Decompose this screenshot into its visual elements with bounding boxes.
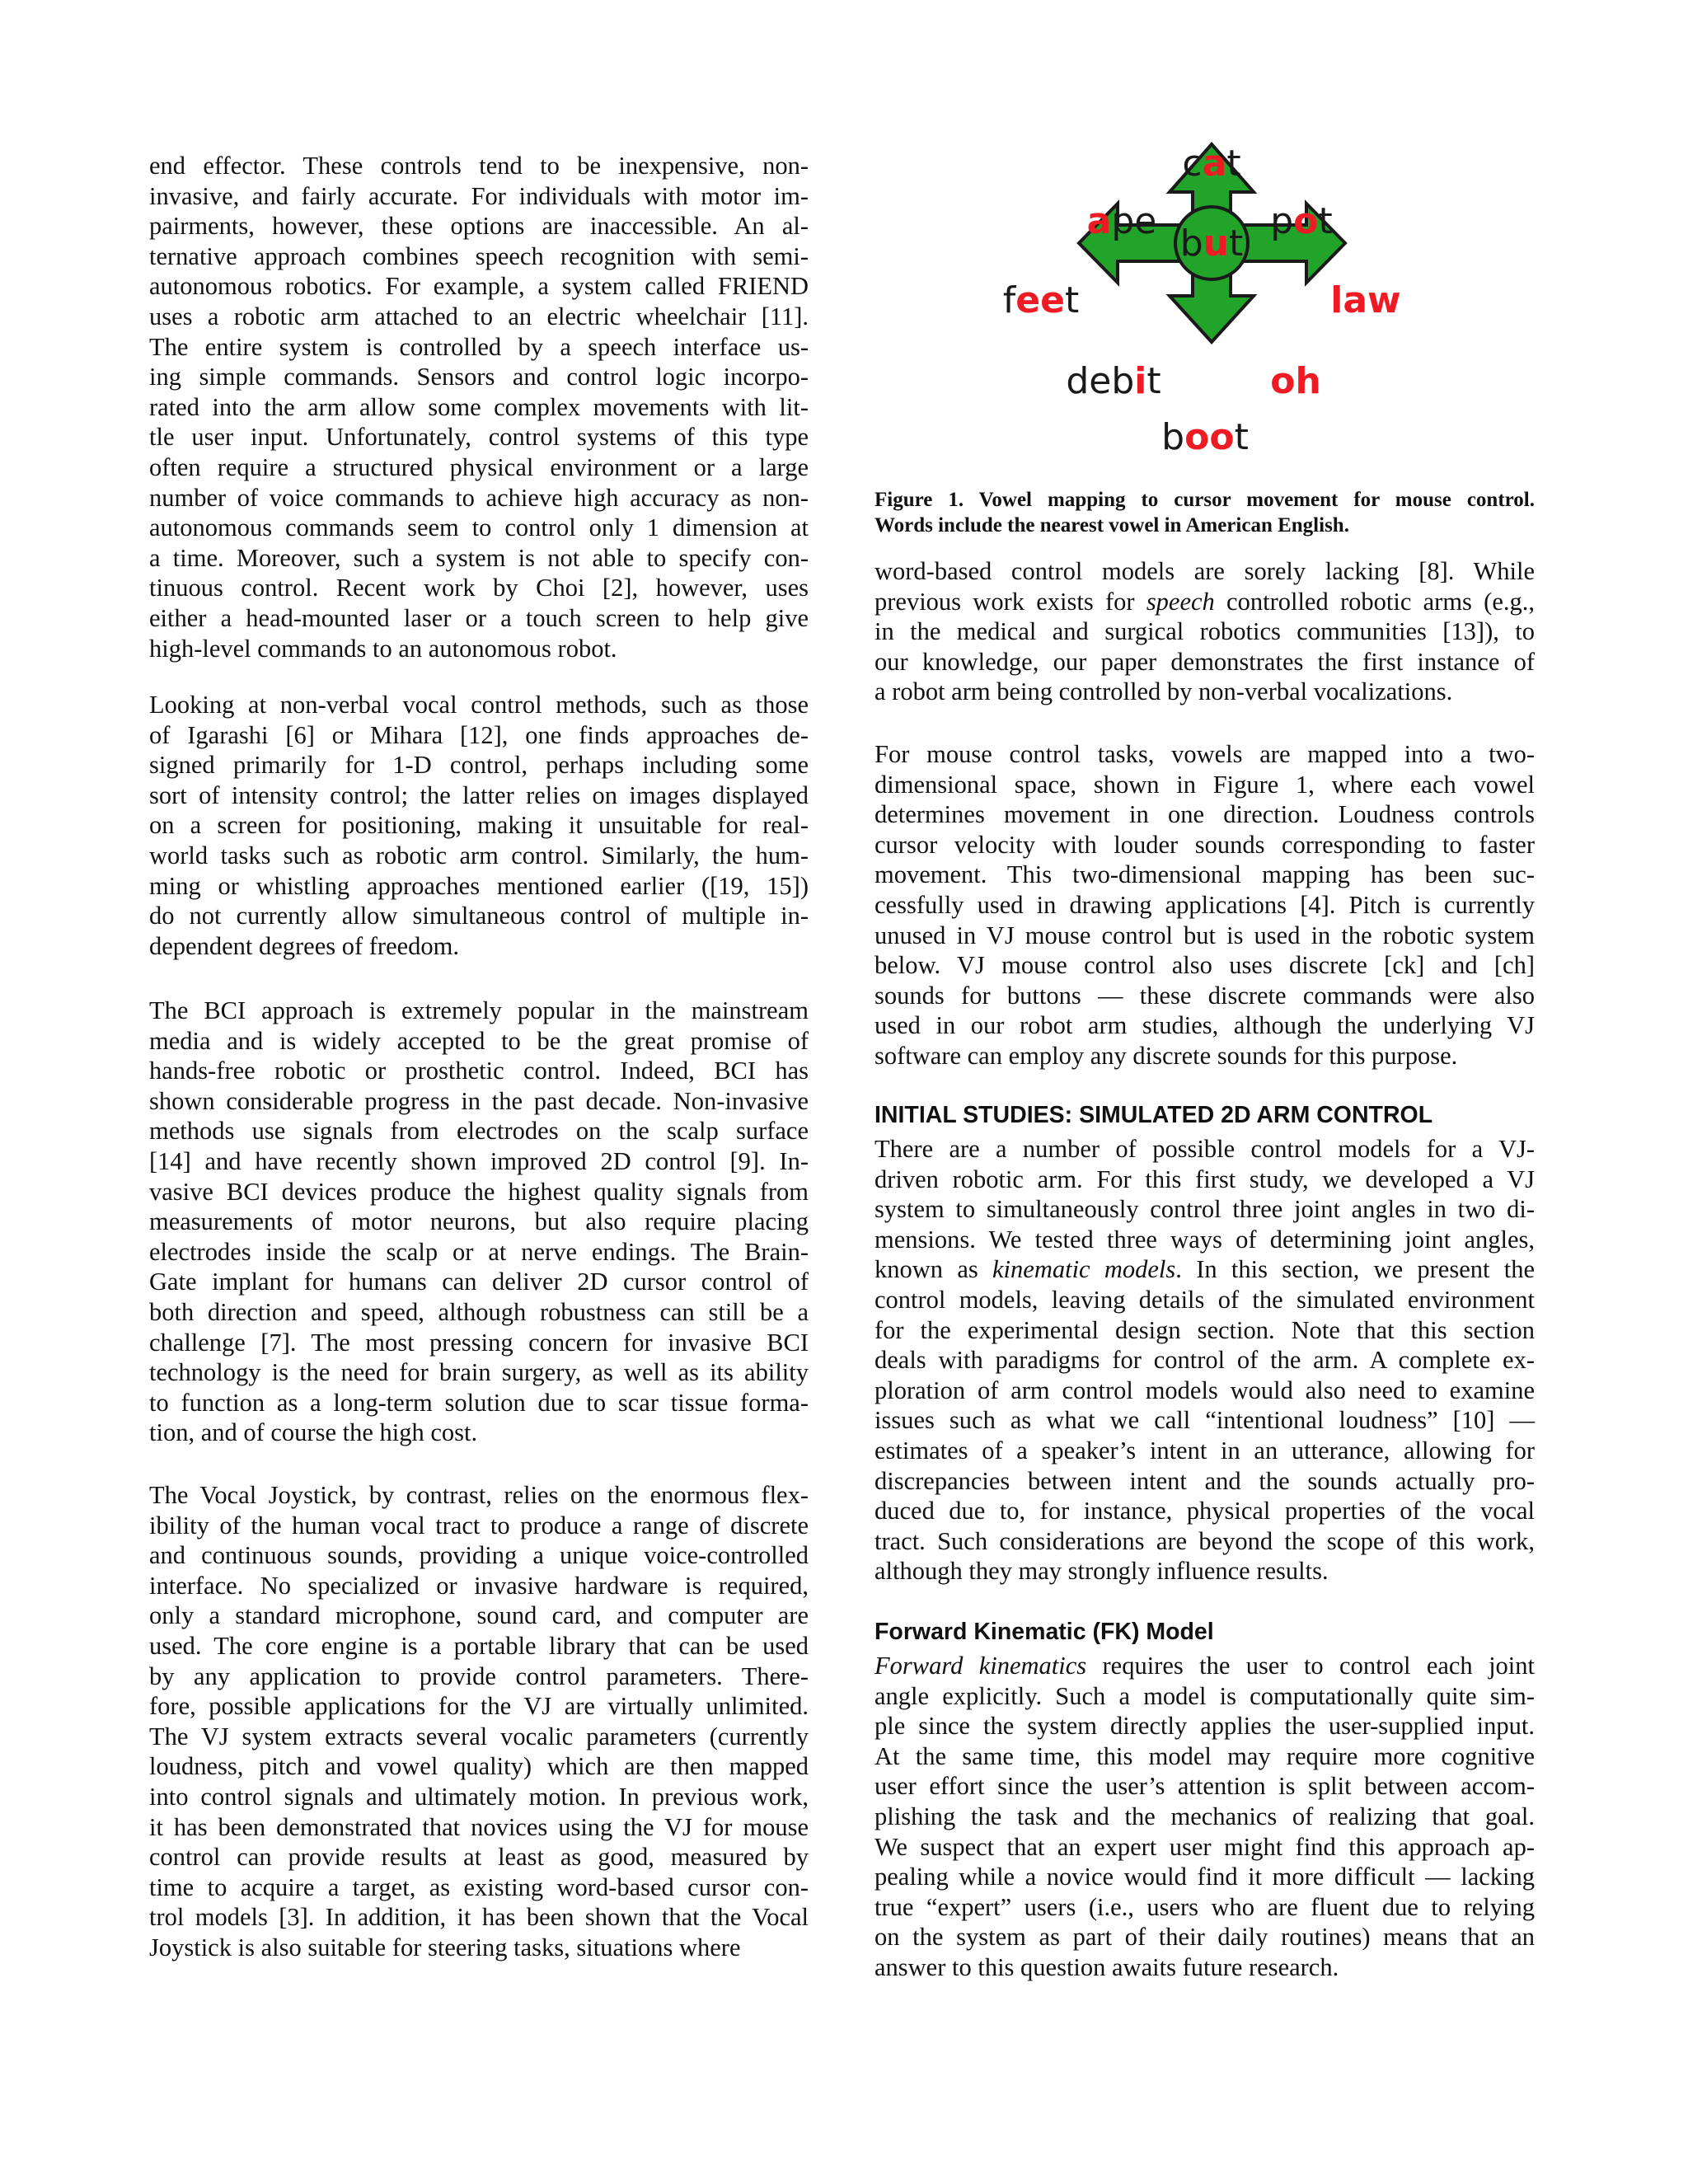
word-cat: cat bbox=[1182, 143, 1241, 185]
caption-line-1: Figure 1. Vowel mapping to cursor movement for mouse control. bbox=[874, 489, 1535, 511]
italic-span: kinematic models bbox=[992, 1255, 1176, 1284]
text-line: for the experimental design section. Note that this section bbox=[874, 1315, 1535, 1344]
text-line: dependent degrees of freedom. bbox=[149, 931, 459, 960]
italic-span: speech bbox=[1146, 587, 1215, 616]
word-law: law bbox=[1330, 279, 1401, 321]
text-line: system to simultaneously control three joint angles in two di- bbox=[874, 1195, 1535, 1224]
text-line: control models, leaving details of the simulated environment bbox=[874, 1285, 1535, 1314]
text-line: number of voice commands to achieve high accuracy as non- bbox=[149, 483, 809, 512]
text-line: our knowledge, our paper demonstrates the first instance of bbox=[874, 647, 1535, 676]
text-line: time to acquire a target, as existing word-based cursor con- bbox=[149, 1872, 809, 1901]
text-line: trol models [3]. In addition, it has been shown that the Vocal bbox=[149, 1903, 809, 1932]
text-line: The BCI approach is extremely popular in the mainstream bbox=[149, 996, 809, 1024]
text-line: rated into the arm allow some complex movements with lit- bbox=[149, 392, 809, 421]
text-line: a time. Moreover, such a system is not able to specify con- bbox=[149, 543, 809, 572]
section-paragraph bbox=[874, 1134, 1535, 1586]
text-line: cessfully used in drawing applications [4]. Pitch is currently bbox=[874, 890, 1535, 919]
text-line: electrodes inside the scalp or at nerve endings. The Brain- bbox=[149, 1237, 809, 1266]
word-but: but bbox=[1179, 223, 1244, 265]
text-line: plishing the task and the mechanics of realizing that goal. bbox=[874, 1802, 1535, 1830]
text-line: answer to this question awaits future research. bbox=[874, 1952, 1339, 1981]
left-paragraph-4 bbox=[149, 1480, 809, 1963]
text-line: used in our robot arm studies, although the underlying VJ bbox=[874, 1011, 1535, 1040]
text-line: tle user input. Unfortunately, control systems of this type bbox=[149, 423, 809, 452]
text-line: both direction and speed, although robustness can still be a bbox=[149, 1297, 809, 1326]
text-line: high-level commands to an autonomous robot. bbox=[149, 634, 617, 663]
text-line: fore, possible applications for the VJ are virtually unlimited. bbox=[149, 1692, 809, 1721]
text-line: The entire system is controlled by a speech interface us- bbox=[149, 332, 809, 361]
text-line: For mouse control tasks, vowels are mapped into a two- bbox=[874, 740, 1535, 768]
text-line: There are a number of possible control models for a VJ- bbox=[874, 1135, 1535, 1163]
text-line bbox=[874, 1254, 1535, 1285]
text-span: controlled robotic arms (e.g., bbox=[1214, 587, 1535, 616]
text-line: used. The core engine is a portable library that can be used bbox=[149, 1631, 809, 1660]
text-line: mensions. We tested three ways of determining joint angles, bbox=[874, 1225, 1535, 1254]
word-ape: ape bbox=[1086, 200, 1157, 242]
text-line: tinuous control. Recent work by Choi [2], however, uses bbox=[149, 574, 809, 602]
text-line: unused in VJ mouse control but is used in the robotic system bbox=[874, 921, 1535, 949]
subsection-paragraph bbox=[874, 1651, 1535, 1983]
text-line: Looking at non-verbal vocal control methods, such as those bbox=[149, 691, 809, 719]
text-line: issues such as what we call “intentional loudness” [10] — bbox=[874, 1406, 1535, 1435]
text-span: previous work exists for bbox=[874, 587, 1146, 616]
text-line: angle explicitly. Such a model is computationally quite sim- bbox=[874, 1681, 1535, 1710]
text-line: on the system as part of their daily routines) means that an bbox=[874, 1923, 1535, 1952]
text-line: Gate implant for humans can deliver 2D cursor control of bbox=[149, 1268, 809, 1296]
text-line: often require a structured physical environment or a large bbox=[149, 452, 809, 481]
text-line: autonomous robotics. For example, a system called FRIEND bbox=[149, 272, 809, 301]
subsection-heading: Forward Kinematic (FK) Model bbox=[874, 1619, 1214, 1645]
text-line: technology is the need for brain surgery, as well as its ability bbox=[149, 1358, 809, 1387]
text-line: tract. Such considerations are beyond the scope of this work, bbox=[874, 1526, 1535, 1555]
text-line: a robot arm being controlled by non-verbal vocalizations. bbox=[874, 677, 1453, 706]
text-line bbox=[874, 587, 1535, 617]
text-line: media and is widely accepted to be the great promise of bbox=[149, 1026, 809, 1055]
figure-1-caption bbox=[874, 488, 1535, 538]
text-line: it has been demonstrated that novices using the VJ for mouse bbox=[149, 1812, 809, 1841]
text-line: uses a robotic arm attached to an electric wheelchair [11]. bbox=[149, 302, 809, 330]
text-line: The Vocal Joystick, by contrast, relies on the enormous flex- bbox=[149, 1481, 809, 1509]
text-line: word-based control models are sorely lacking [8]. While bbox=[874, 557, 1535, 585]
text-line: [14] and have recently shown improved 2D control [9]. In- bbox=[149, 1146, 809, 1175]
text-line: ternative approach combines speech recognition with semi- bbox=[149, 241, 809, 270]
text-line bbox=[874, 1651, 1535, 1681]
text-line: world tasks such as robotic arm control. Similarly, the hum- bbox=[149, 841, 809, 869]
left-paragraph-3 bbox=[149, 996, 809, 1448]
text-line: discrepancies between intent and the sounds actually pro- bbox=[874, 1466, 1535, 1495]
text-line: below. VJ mouse control also uses discrete [ck] and [ch] bbox=[874, 951, 1535, 980]
text-line: measurements of motor neurons, but also require placing bbox=[149, 1207, 809, 1236]
text-line: although they may strongly influence results. bbox=[874, 1557, 1329, 1586]
text-line: challenge [7]. The most pressing concern for invasive BCI bbox=[149, 1328, 809, 1357]
left-paragraph-1 bbox=[149, 151, 809, 663]
text-line: pairments, however, these options are inaccessible. An al- bbox=[149, 212, 809, 241]
text-line: to function as a long-term solution due to scar tissue forma- bbox=[149, 1388, 809, 1417]
right-paragraph-2 bbox=[874, 739, 1535, 1071]
text-line: estimates of a speaker’s intent in an utterance, allowing for bbox=[874, 1436, 1535, 1465]
text-line: of Igarashi [6] or Mihara [12], one finds approaches de- bbox=[149, 720, 809, 749]
text-line: ploration of arm control models would also need to examine bbox=[874, 1376, 1535, 1404]
text-line: duced due to, for instance, physical properties of the vocal bbox=[874, 1497, 1535, 1526]
italic-span: Forward kinematics bbox=[874, 1652, 1087, 1680]
figure-1 bbox=[973, 136, 1418, 466]
text-line: determines movement in one direction. Loudness controls bbox=[874, 800, 1535, 829]
text-line: loudness, pitch and vowel quality) which are then mapped bbox=[149, 1752, 809, 1781]
text-line: shown considerable progress in the past decade. Non-invasive bbox=[149, 1086, 809, 1115]
left-paragraph-2 bbox=[149, 690, 809, 961]
text-line: At the same time, this model may require more cognitive bbox=[874, 1741, 1535, 1770]
word-feet: feet bbox=[1002, 279, 1080, 321]
text-line: do not currently allow simultaneous control of multiple in- bbox=[149, 902, 809, 930]
text-line: autonomous commands seem to control only 1 dimension at bbox=[149, 513, 809, 542]
text-line: ple since the system directly applies the user-supplied input. bbox=[874, 1712, 1535, 1741]
text-line: invasive, and fairly accurate. For individuals with motor im- bbox=[149, 181, 809, 210]
text-line: true “expert” users (i.e., users who are fluent due to relying bbox=[874, 1892, 1535, 1921]
text-line: into control signals and ultimately motion. In previous work, bbox=[149, 1782, 809, 1811]
text-line: and continuous sounds, providing a unique voice-controlled bbox=[149, 1541, 809, 1570]
text-span: requires the user to control each joint bbox=[1086, 1652, 1535, 1680]
text-line: dimensional space, shown in Figure 1, where each vowel bbox=[874, 770, 1535, 799]
text-line: tion, and of course the high cost. bbox=[149, 1418, 478, 1447]
text-line: vasive BCI devices produce the highest quality signals from bbox=[149, 1177, 809, 1206]
text-line: on a screen for positioning, making it unsuitable for real- bbox=[149, 811, 809, 840]
caption-line-2: Words include the nearest vowel in American English. bbox=[874, 513, 1349, 537]
text-line: movement. This two-dimensional mapping has been suc- bbox=[874, 860, 1535, 889]
text-line: ibility of the human vocal tract to produce a range of discrete bbox=[149, 1511, 809, 1540]
text-line: interface. No specialized or invasive hardware is required, bbox=[149, 1571, 809, 1600]
text-line: only a standard microphone, sound card, and computer are bbox=[149, 1601, 809, 1630]
text-line: hands-free robotic or prosthetic control. Indeed, BCI has bbox=[149, 1057, 809, 1085]
text-line: cursor velocity with louder sounds corresponding to faster bbox=[874, 830, 1535, 859]
text-line: ming or whistling approaches mentioned earlier ([19, 15]) bbox=[149, 871, 809, 900]
section-heading: INITIAL STUDIES: SIMULATED 2D ARM CONTROL bbox=[874, 1102, 1433, 1128]
word-boot: boot bbox=[1161, 416, 1249, 458]
text-line: sounds for buttons — these discrete commands were also bbox=[874, 981, 1535, 1010]
text-span: . In this section, we present the bbox=[1175, 1255, 1536, 1284]
text-line: ing simple commands. Sensors and control logic incorpo- bbox=[149, 363, 809, 391]
word-debit: debit bbox=[1066, 360, 1161, 402]
text-line: methods use signals from electrodes on the scalp surface bbox=[149, 1117, 809, 1146]
text-line: software can employ any discrete sounds for this purpose. bbox=[874, 1041, 1458, 1070]
text-line: The VJ system extracts several vocalic parameters (currently bbox=[149, 1722, 809, 1750]
vowel-mapping-diagram bbox=[973, 136, 1418, 466]
text-line: We suspect that an expert user might find this approach ap- bbox=[874, 1832, 1535, 1861]
text-line: either a head-mounted laser or a touch screen to help give bbox=[149, 603, 809, 632]
text-line: sort of intensity control; the latter relies on images displayed bbox=[149, 780, 809, 809]
text-line: in the medical and surgical robotics communities [13]), to bbox=[874, 617, 1535, 646]
text-line: pealing while a novice would find it more difficult — lacking bbox=[874, 1863, 1535, 1891]
text-line: user effort since the user’s attention is split between accom- bbox=[874, 1772, 1535, 1801]
text-line: control can provide results at least as good, measured by bbox=[149, 1843, 809, 1872]
text-line: signed primarily for 1-D control, perhaps including some bbox=[149, 751, 809, 780]
text-line: deals with paradigms for control of the arm. A complete ex- bbox=[874, 1346, 1535, 1375]
text-span: known as bbox=[874, 1255, 993, 1284]
text-line: Joystick is also suitable for steering tasks, situations where bbox=[149, 1933, 741, 1961]
word-oh: oh bbox=[1270, 360, 1321, 402]
text-line: driven robotic arm. For this first study, we developed a VJ bbox=[874, 1165, 1535, 1193]
right-paragraph-1 bbox=[874, 556, 1535, 707]
text-line: end effector. These controls tend to be inexpensive, non- bbox=[149, 152, 809, 180]
text-line: by any application to provide control parameters. There- bbox=[149, 1661, 809, 1690]
word-pot: pot bbox=[1270, 200, 1333, 242]
